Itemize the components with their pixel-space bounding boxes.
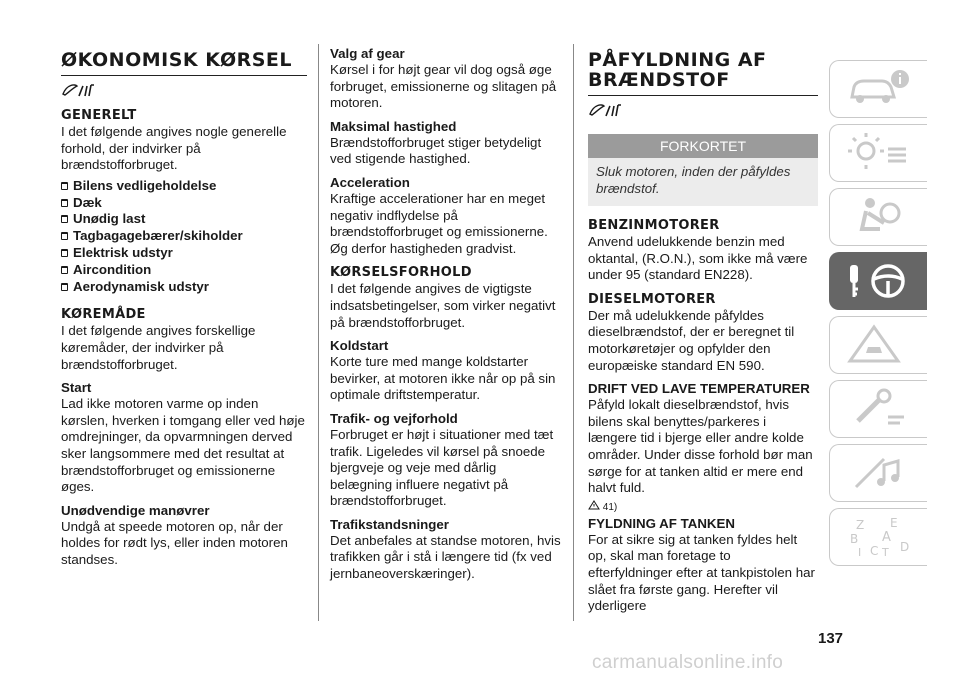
paragraph-low-temperature: Påfyld lokalt dieselbrændstof, hvis bilens skal benyttes/parkeres i længere tid i bjerge eller andre kolde områder. Under disse forhold bør man sørge for at tanken altid er mere end halvt fuld.	[588, 397, 813, 496]
left-column	[61, 40, 307, 568]
index-letter: T	[881, 546, 889, 559]
heading-manoeuvre: Unødvendige manøvrer	[61, 502, 210, 518]
index-letter: I	[857, 546, 861, 559]
tab-car-info[interactable]	[829, 60, 927, 118]
list-item: Unødig last	[61, 211, 307, 228]
heading-maxspeed: Maksimal hastighed	[330, 118, 457, 134]
abbreviated-band: FORKORTET	[588, 134, 818, 158]
car-info-icon	[844, 67, 914, 111]
tab-airbag-seat[interactable]	[829, 188, 927, 246]
paragraph-traffic: Forbruget er højt i situationer med tæt trafik. Ligeledes vil kørsel på snoede bjergveje og veje med dårlig belægning influere negativt på brændstofforbruget.	[330, 426, 554, 509]
warning-reference-number: 41)	[602, 501, 618, 513]
section-title: ØKONOMISK KØRSEL	[61, 49, 292, 71]
index-letter: E	[889, 516, 898, 530]
section-title-block	[588, 50, 818, 96]
heading-traffic: Trafik- og vejforhold	[330, 410, 458, 426]
list-item: Aircondition	[61, 262, 307, 279]
heading-filling: FYLDNING AF TANKEN	[588, 515, 735, 531]
chapter-tabs	[829, 60, 927, 572]
heading-gear: Valg af gear	[330, 46, 405, 61]
factor-list	[61, 178, 307, 296]
tab-service[interactable]	[829, 380, 927, 438]
heading-petrol: BENZINMOTORER	[588, 218, 720, 233]
section-title-block	[61, 50, 307, 76]
paragraph-maxspeed: Brændstofforbruget stiger betydeligt ved stigende hastighed.	[330, 134, 542, 167]
page-number: 137	[818, 630, 844, 647]
right-column	[588, 40, 818, 615]
eco-icon	[588, 102, 818, 120]
index-letters-icon	[844, 515, 914, 559]
tab-dashboard-lights[interactable]	[829, 124, 927, 182]
warning-reference	[588, 500, 818, 512]
service-wrench-icon	[844, 387, 914, 431]
paragraph-coldstart: Korte ture med mange koldstarter bevirker, at motoren ikke når op på sin optimale driftstemperatur.	[330, 354, 556, 403]
footer-watermark: carmanualsonline.info	[592, 652, 784, 673]
paragraph-gear: Kørsel i for højt gear vil dog også øge forbruget, emissionerne og slitagen på motoren.	[330, 62, 557, 111]
list-item: Aerodynamisk udstyr	[61, 279, 307, 296]
airbag-seat-icon	[844, 195, 914, 239]
column-divider	[318, 44, 319, 621]
index-letter: D	[899, 540, 909, 554]
heading-stops: Trafikstandsninger	[330, 516, 449, 532]
dashboard-lights-icon	[844, 131, 914, 175]
column-divider	[573, 44, 574, 621]
eco-icon	[61, 82, 307, 100]
index-letter: Z	[855, 518, 864, 532]
heading-general: GENERELT	[61, 108, 137, 123]
paragraph-general: I det følgende angives nogle generelle forhold, der indvirker på brændstofforbruget.	[61, 124, 287, 173]
tab-multimedia[interactable]	[829, 444, 927, 502]
note-box: Sluk motoren, inden der påfyldes brændstof.	[588, 158, 818, 206]
heading-conditions: KØRSELSFORHOLD	[330, 265, 472, 281]
paragraph-driving: I det følgende angives forskellige køremåder, der indvirker på brændstofforbruget.	[61, 323, 256, 372]
section-title: PÅFYLDNING AF BRÆNDSTOF	[588, 49, 767, 91]
heading-coldstart: Koldstart	[330, 338, 389, 354]
heading-start: Start	[61, 380, 92, 396]
warning-triangle-car-icon	[844, 323, 914, 367]
paragraph-stops: Det anbefales at standse motoren, hvis trafikken går i stå i længere tid (fx ved jernbaneoverskæringer).	[330, 532, 561, 582]
paragraph-petrol: Anvend udelukkende benzin med oktantal, (R.O.N.), som ikke må være under 95 (standard EN228).	[588, 234, 808, 283]
index-letter: C	[869, 544, 878, 558]
paragraph-acceleration: Kraftige accelerationer har en meget negativ indflydelse på brændstofforbruget og emissionerne. Øg derfor hastigheden gradvist.	[330, 190, 548, 256]
list-item: Dæk	[61, 195, 307, 212]
paragraph-start: Lad ikke motoren varme op inden kørslen, hverken i tomgang eller ved høje omdrejninger, da opvarmningen derved sker langsommere med det resultat at brændstofforbruget og emissionerne øges.	[61, 396, 305, 495]
heading-acceleration: Acceleration	[330, 174, 410, 190]
heading-diesel: DIESELMOTORER	[588, 291, 716, 307]
paragraph-manoeuvre: Undgå at speede motoren op, når der holdes for rødt lys, eller inden motoren standses.	[61, 518, 288, 567]
tab-emergency[interactable]	[829, 316, 927, 374]
index-letter: A	[881, 530, 891, 545]
tab-index[interactable]	[829, 508, 927, 566]
key-steering-wheel-icon	[844, 259, 914, 303]
tab-starting-driving[interactable]	[829, 252, 927, 310]
warning-triangle-icon	[588, 500, 600, 510]
paragraph-conditions: I det følgende angives de vigtigste indsatsbetingelser, som virker negativt på brændstofforbruget.	[330, 281, 556, 330]
list-item: Bilens vedligeholdelse	[61, 178, 307, 195]
list-item: Elektrisk udstyr	[61, 245, 307, 262]
middle-column	[330, 46, 561, 583]
multimedia-music-icon	[844, 451, 914, 495]
heading-low-temperature: DRIFT VED LAVE TEMPERATURER	[588, 381, 810, 397]
index-letter: B	[849, 532, 858, 546]
list-item: Tagbagagebærer/skiholder	[61, 228, 307, 245]
heading-driving: KØREMÅDE	[61, 307, 146, 323]
paragraph-diesel: Der må udelukkende påfyldes dieselbrændstof, der er beregnet til motorkøretøjer og opfylder den europæiske standard EN 590.	[588, 307, 795, 373]
paragraph-filling: For at sikre sig at tanken fyldes helt op, skal man foretage to efterfyldninger efter at tankpistolen har slået fra første gang. Herefter vil yderligere	[588, 531, 815, 614]
